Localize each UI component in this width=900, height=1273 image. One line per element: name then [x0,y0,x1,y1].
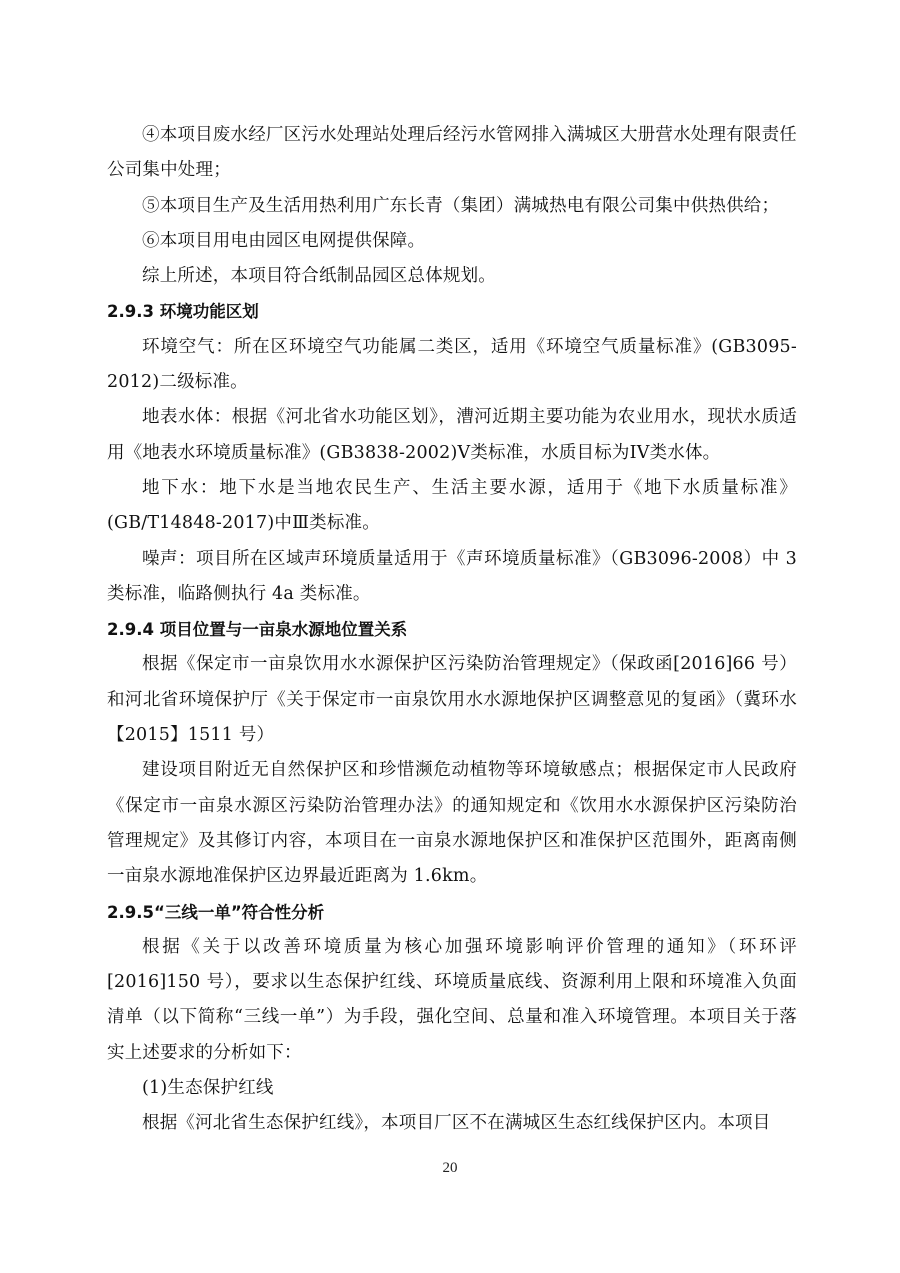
paragraph-sensitive-points: 建设项目附近无自然保护区和珍惜濒危动植物等环境敏感点；根据保定市人民政府《保定市一亩泉水源区污染防治管理办法》的通知规定和《饮用水水源保护区污染防治管理规定》及其修订内容，本项目在一亩泉水源地保护区和准保护区范围外，距离南侧一亩泉水源地准保护区边界最近距离为 1.6km。 [107,760,797,887]
page-number: 20 [442,1160,458,1176]
paragraph-eco-redline: 根据《河北省生态保护红线》，本项目厂区不在满城区生态红线保护区内。本项目 [142,1113,771,1134]
paragraph-three-lines: 根据《关于以改善环境质量为核心加强环境影响评价管理的通知》（环环评[2016]150 号），要求以生态保护红线、环境质量底线、资源利用上限和环境准入负面清单（以下简称“三线一单”）为手段，强化空间、总量和准入环境管理。本项目关于落实上述要求的分析如下： [107,936,797,1063]
section-heading-2-9-4: 2.9.4 项目位置与一亩泉水源地位置关系 [107,620,408,640]
section-heading-2-9-5: 2.9.5“三线一单”符合性分析 [107,902,325,922]
paragraph-air: 环境空气：所在区环境空气功能属二类区，适用《环境空气质量标准》(GB3095-2012)二级标准。 [107,336,797,393]
document-body [107,118,797,1142]
paragraph-summary: 综上所述，本项目符合纸制品园区总体规划。 [142,266,496,287]
paragraph-noise: 噪声：项目所在区域声环境质量适用于《声环境质量标准》（GB3096-2008）中 3 类标准，临路侧执行 4a 类标准。 [107,548,797,604]
paragraph-eco-redline-title: (1)生态保护红线 [142,1078,274,1099]
paragraph-regulation: 根据《保定市一亩泉饮用水水源保护区污染防治管理规定》（保政函[2016]66 号）和河北省环境保护厅《关于保定市一亩泉饮用水水源地保护区调整意见的复函》（冀环水【2015】1511 号） [107,654,797,746]
paragraph-heating: ⑤本项目生产及生活用热利用广东长青（集团）满城热电有限公司集中供热供给； [142,195,780,216]
paragraph-groundwater: 地下水：地下水是当地农民生产、生活主要水源，适用于《地下水质量标准》(GB/T14848-2017)中Ⅲ类标准。 [107,477,797,534]
paragraph-surface-water: 地表水体：根据《河北省水功能区划》，漕河近期主要功能为农业用水，现状水质适用《地表水环境质量标准》(GB3838-2002)V类标准，水质目标为IV类水体。 [107,407,797,463]
paragraph-electricity: ⑥本项目用电由园区电网提供保障。 [142,230,426,251]
section-heading-2-9-3: 2.9.3 环境功能区划 [107,302,259,322]
paragraph-wastewater: ④本项目废水经厂区污水处理站处理后经污水管网排入满城区大册营水处理有限责任公司集中处理； [107,125,797,181]
